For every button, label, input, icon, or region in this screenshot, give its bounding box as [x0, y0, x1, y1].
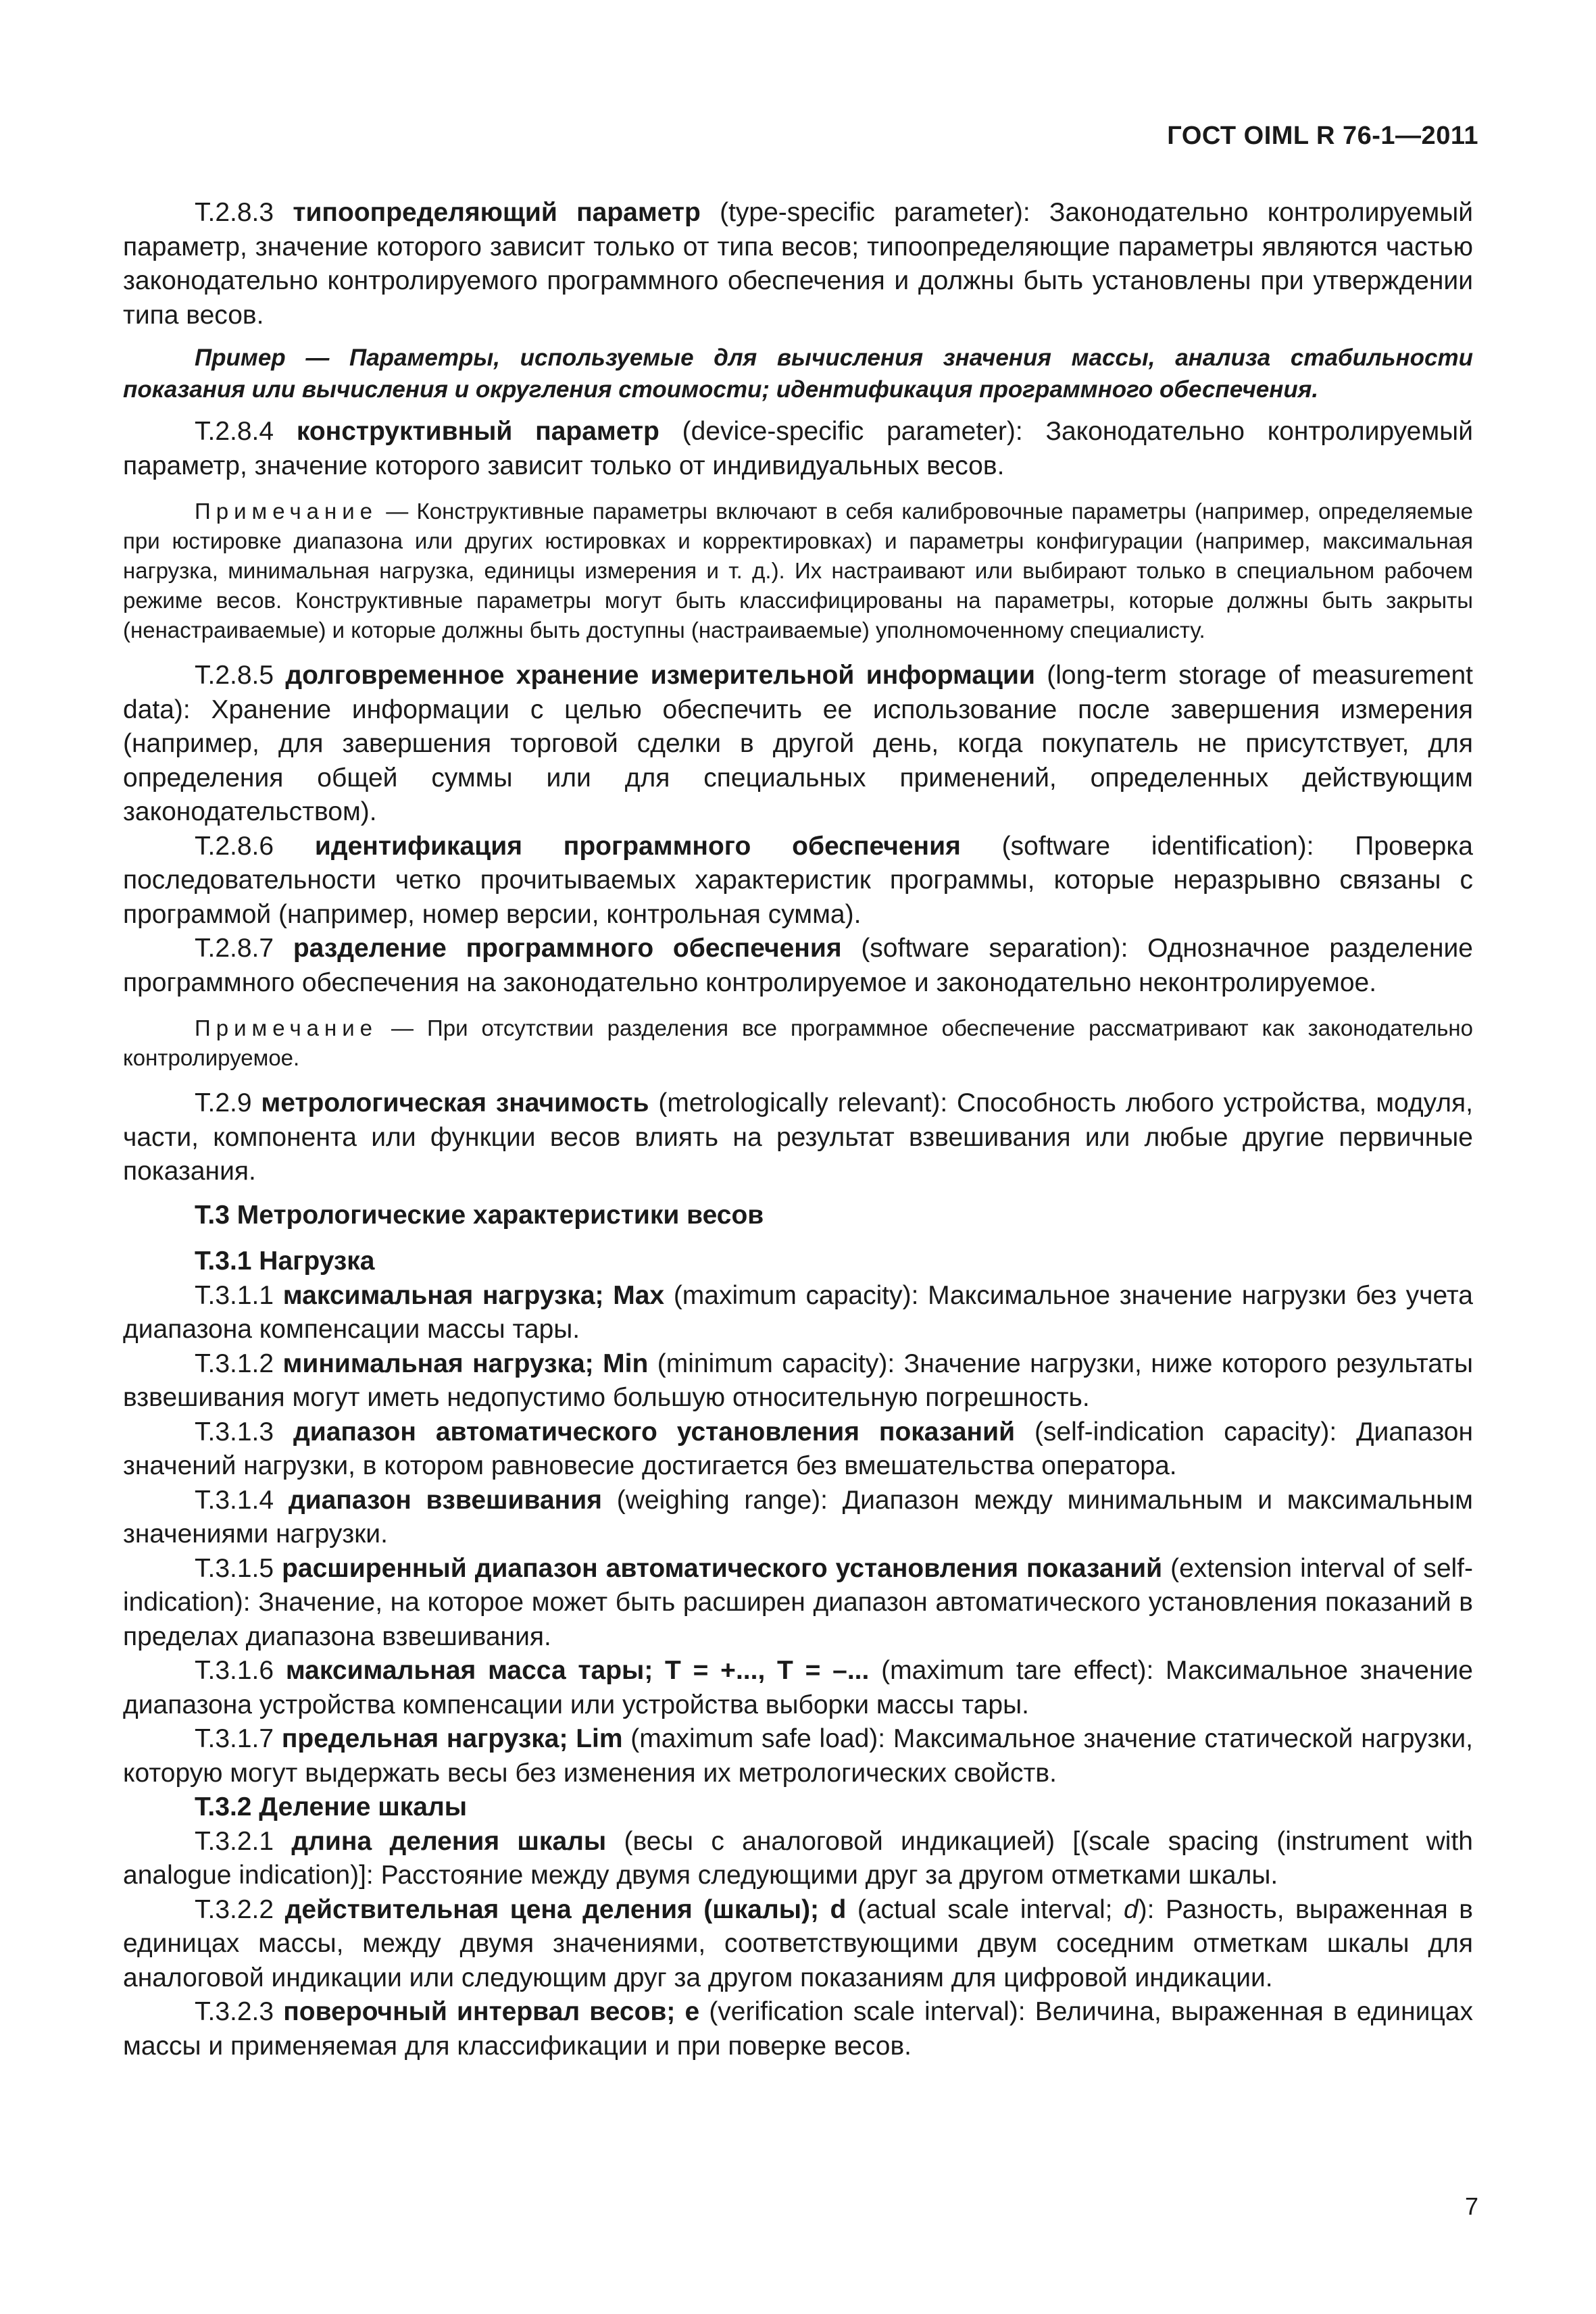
- symbol: d: [1123, 1894, 1139, 1924]
- section-heading-t3: Т.3 Метрологические характеристики весов: [195, 1200, 764, 1230]
- term: максимальная масса тары; T = +..., T = –...: [285, 1656, 870, 1685]
- paragraph-t287: [123, 932, 1473, 1000]
- clause-number: Т.2.8.3: [195, 198, 293, 227]
- definition-text: (self-indication capacity): Диапазон значений нагрузки, в котором равновесие достигается без вмешательства оператора.: [123, 1417, 1473, 1480]
- paragraph-t284: [123, 415, 1473, 483]
- clause-number: Т.3.1.6: [195, 1656, 286, 1685]
- clause-number: Т.3.1.1: [195, 1280, 283, 1310]
- clause-number: Т.3.1.2: [195, 1349, 283, 1378]
- subsection-heading-t32: Т.3.2 Деление шкалы: [195, 1792, 468, 1821]
- definition-text: (long-term storage of measurement data): Хранение информации с целью обеспечить ее использование после завершения измерения (например, для завершения торговой сделки в другой день, когда покупатель не присутствует, для определения общей суммы или для специальных применений, определенных действующим законодательством).: [123, 661, 1473, 826]
- clause-number: Т.3.2.1: [195, 1826, 292, 1856]
- clause-number: Т.2.9: [195, 1088, 261, 1117]
- term: разделение программного обеспечения: [293, 934, 842, 963]
- paragraph-t283: [123, 196, 1473, 332]
- clause-number: Т.2.8.5: [195, 661, 286, 690]
- term: долговременное хранение измерительной информации: [285, 661, 1035, 690]
- page-number: 7: [1464, 2192, 1478, 2220]
- paragraph-t317: [123, 1722, 1473, 1790]
- term: метрологическая значимость: [261, 1088, 649, 1117]
- paragraph-t311: [123, 1279, 1473, 1347]
- note-label: Примечание: [195, 499, 378, 524]
- paragraph-t286: [123, 830, 1473, 932]
- term: поверочный интервал весов; e: [283, 1997, 700, 2026]
- clause-number: Т.3.1.4: [195, 1485, 289, 1515]
- note-text: — При отсутствии разделения все программное обеспечение рассматривают как законодательно контролируемое.: [123, 1015, 1473, 1070]
- definition-text: (actual scale interval;: [846, 1894, 1124, 1924]
- definition-text: (minimum capacity): Значение нагрузки, ниже которого результаты взвешивания могут иметь недопустимо большую относительную погрешность.: [123, 1349, 1473, 1412]
- paragraph-t315: [123, 1552, 1473, 1655]
- term: минимальная нагрузка; Min: [282, 1349, 649, 1378]
- clause-number: Т.2.8.6: [195, 831, 315, 861]
- document-header: ГОСТ OIML R 76-1—2011: [1167, 122, 1478, 150]
- example-paragraph: Пример — Параметры, используемые для вычисления значения массы, анализа стабильности показания или вычисления и округления стоимости; идентификация программного обеспечения.: [123, 345, 1473, 403]
- note-label: Примечание: [195, 1015, 378, 1040]
- definition-text: (weighing range): Диапазон между минимальным и максимальным значениями нагрузки.: [123, 1485, 1473, 1549]
- subsection-heading-t31: Т.3.1 Нагрузка: [195, 1247, 375, 1276]
- definition-text: (maximum tare effect): Максимальное значение диапазона устройства компенсации или устройства выборки массы тары.: [123, 1656, 1473, 1719]
- paragraph-t323: [123, 1995, 1473, 2063]
- note-paragraph-2: [123, 1013, 1473, 1073]
- paragraph-t321: [123, 1825, 1473, 1893]
- definition-text: (software identification): Проверка последовательности четко прочитываемых характеристик программы, которые неразрывно связаны с программой (например, номер версии, контрольная сумма).: [123, 831, 1473, 929]
- paragraph-t312: [123, 1347, 1473, 1415]
- term: идентификация программного обеспечения: [314, 831, 961, 861]
- definition-text: (verification scale interval): Величина, выраженная в единицах массы и применяемая для классификации и при поверке весов.: [123, 1997, 1473, 2061]
- term: максимальная нагрузка; Max: [282, 1280, 665, 1310]
- term: расширенный диапазон автоматического установления показаний: [282, 1553, 1163, 1583]
- definition-text: ): Разность, выраженная в единицах массы, между двумя значениями, соответствующими двум соседним отметкам шкалы для аналоговой индикации или следующим друг за другом показаниям для цифровой индикации.: [123, 1894, 1473, 1992]
- definition-text: (type-specific parameter): Законодательно контролируемый параметр, значение которого зависит только от типа весов; типоопределяющие параметры являются частью законодательно контролируемого программного обеспечения и должны быть установлены при утверждении типа весов.: [123, 198, 1474, 330]
- term: диапазон взвешивания: [288, 1485, 602, 1515]
- term: предельная нагрузка; Lim: [281, 1724, 623, 1753]
- document-body: [123, 196, 1473, 2063]
- term: диапазон автоматического установления показаний: [293, 1417, 1016, 1447]
- paragraph-t316: [123, 1654, 1473, 1722]
- definition-text: (maximum safe load): Максимальное значение статической нагрузки, которую могут выдержать весы без изменения их метрологических свойств.: [123, 1724, 1473, 1788]
- definition-text: (metrologically relevant): Способность любого устройства, модуля, части, компонента или функции весов влиять на результат взвешивания или любые другие первичные показания.: [123, 1088, 1473, 1186]
- definition-text: (весы с аналоговой индикацией) [(scale spacing (instrument with analogue indication)]: Расстояние между двумя следующими друг за другом отметками шкалы.: [123, 1826, 1474, 1890]
- definition-text: (software separation): Однозначное разделение программного обеспечения на законодательно контролируемое и законодательно неконтролируемое.: [123, 934, 1473, 997]
- paragraph-t313: [123, 1415, 1473, 1484]
- term: длина деления шкалы: [291, 1826, 607, 1856]
- paragraph-t314: [123, 1484, 1473, 1552]
- paragraph-t29: [123, 1086, 1473, 1189]
- clause-number: Т.3.2.2: [195, 1894, 285, 1924]
- definition-text: (extension interval of self-indication): Значение, на которое может быть расширен диапазон автоматического установления показаний в пределах диапазона взвешивания.: [123, 1553, 1474, 1651]
- term: типоопределяющий параметр: [293, 198, 701, 227]
- term: конструктивный параметр: [296, 417, 659, 446]
- term: действительная цена деления (шкалы); d: [284, 1894, 847, 1924]
- paragraph-t322: [123, 1893, 1473, 1996]
- definition-text: (maximum capacity): Максимальное значение нагрузки без учета диапазона компенсации массы тары.: [123, 1280, 1473, 1344]
- clause-number: Т.3.1.3: [195, 1417, 293, 1447]
- note-paragraph-1: [123, 497, 1473, 645]
- clause-number: Т.2.8.7: [195, 934, 293, 963]
- clause-number: Т.3.1.7: [195, 1724, 282, 1753]
- definition-text: (device-specific parameter): Законодательно контролируемый параметр, значение которого зависит только от индивидуальных весов.: [123, 417, 1473, 480]
- clause-number: Т.3.2.3: [195, 1997, 284, 2026]
- clause-number: Т.2.8.4: [195, 417, 297, 446]
- paragraph-t285: [123, 659, 1473, 830]
- note-text: — Конструктивные параметры включают в себя калибровочные параметры (например, определяемые при юстировке диапазона или других юстировках и корректировках) и параметры конфигурации (например, максимальная нагрузка, минимальная нагрузка, единицы измерения и т. д.). Их настраивают или выбирают только в специальном рабочем режиме весов. Конструктивные параметры могут быть классифицированы на параметры, которые должны быть закрыты (ненастраиваемые) и которые должны быть доступны (настраиваемые) уполномоченному специалисту.: [123, 499, 1473, 643]
- clause-number: Т.3.1.5: [195, 1553, 282, 1583]
